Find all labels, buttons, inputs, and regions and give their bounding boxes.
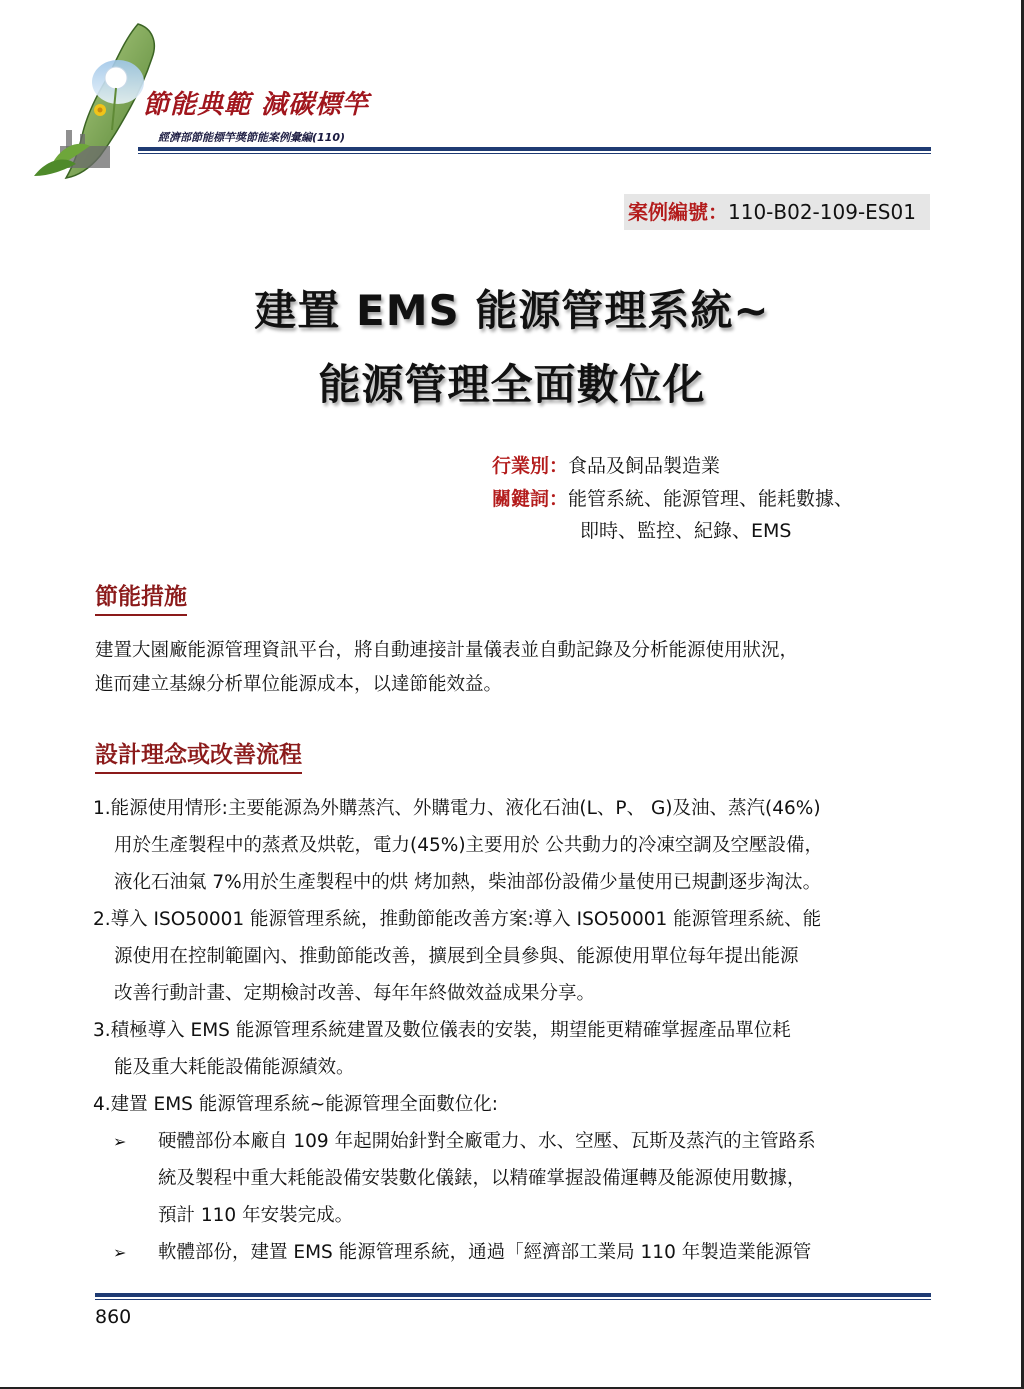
industry-row bbox=[492, 451, 720, 478]
design-item-3-cont: 能及重大耗能設備能源績效。 bbox=[114, 1057, 355, 1078]
case-number-label: 案例編號： bbox=[628, 200, 728, 224]
design-item-4: 4.建置 EMS 能源管理系統~能源管理全面數位化: bbox=[93, 1094, 499, 1115]
design-item-2-cont: 源使用在控制範圍內、推動節能改善，擴展到全員參與、能源使用單位每年提出能源 bbox=[114, 946, 799, 967]
page-title-line1: 建置 EMS 能源管理系統~ bbox=[254, 286, 770, 335]
bullet-1-line: 硬體部份本廠自 109 年起開始針對全廠電力、水、空壓、瓦斯及蒸汽的主管路系 bbox=[158, 1131, 816, 1152]
footer-rule-thin bbox=[95, 1299, 931, 1300]
case-number-box bbox=[624, 194, 930, 230]
case-number-value: 110-B02-109-ES01 bbox=[728, 200, 916, 224]
bullet-2-line: 軟體部份，建置 EMS 能源管理系統，通過「經濟部工業局 110 年製造業能源管 bbox=[158, 1242, 812, 1263]
footer-rule bbox=[95, 1293, 931, 1297]
brand-subtitle: 經濟部節能標竿獎節能案例彙編(110) bbox=[158, 131, 346, 144]
design-item-2: 2.導入 ISO50001 能源管理系統，推動節能改善方案:導入 ISO50001 能源管理系統、能 bbox=[93, 909, 822, 930]
header-rule-thin bbox=[138, 153, 931, 154]
section-heading-design: 設計理念或改善流程 bbox=[95, 736, 302, 774]
keywords-value-line2: 即時、監控、紀錄、EMS bbox=[580, 520, 792, 542]
bullet-1-line: 統及製程中重大耗能設備安裝數化儀錶，以精確掌握設備運轉及能源使用數據， bbox=[158, 1168, 806, 1189]
bullet-1-line: 預計 110 年安裝完成。 bbox=[158, 1205, 354, 1226]
design-item-1-cont: 用於生產製程中的蒸煮及烘乾，電力(45%)主要用於 公共動力的冷凍空調及空壓設備， bbox=[114, 835, 823, 856]
industry-label: 行業別： bbox=[492, 455, 569, 477]
design-item-2-cont: 改善行動計畫、定期檢討改善、每年年終做效益成果分享。 bbox=[114, 983, 596, 1004]
keywords-row bbox=[492, 484, 853, 511]
design-item-3: 3.積極導入 EMS 能源管理系統建置及數位儀表的安裝，期望能更精確掌握產品單位耗 bbox=[93, 1020, 791, 1041]
header-rule bbox=[138, 147, 931, 151]
brand-title: 節能典範 減碳標竿 bbox=[143, 90, 370, 120]
keywords-value-line1: 能管系統、能源管理、能耗數據、 bbox=[568, 488, 854, 510]
page-title-line2: 能源管理全面數位化 bbox=[318, 360, 706, 409]
bullet-arrow-icon: ➢ bbox=[113, 1132, 127, 1151]
page-number: 860 bbox=[95, 1306, 132, 1328]
measures-text-line: 建置大園廠能源管理資訊平台，將自動連接計量儀表並自動記錄及分析能源使用狀況， bbox=[95, 640, 799, 661]
bullet-arrow-icon: ➢ bbox=[113, 1243, 127, 1262]
design-item-1: 1.能源使用情形:主要能源為外購蒸汽、外購電力、液化石油(L、P、 G)及油、蒸汽(46%) bbox=[93, 798, 821, 819]
keywords-label: 關鍵詞： bbox=[492, 488, 569, 510]
measures-text-line: 進而建立基線分析單位能源成本，以達節能效益。 bbox=[95, 674, 503, 695]
section-heading-measures: 節能措施 bbox=[95, 578, 187, 616]
design-item-1-cont: 液化石油氣 7%用於生產製程中的烘 烤加熱，柴油部份設備少量使用已規劃逐步淘汰。 bbox=[114, 872, 822, 893]
industry-value: 食品及飼品製造業 bbox=[568, 455, 721, 477]
